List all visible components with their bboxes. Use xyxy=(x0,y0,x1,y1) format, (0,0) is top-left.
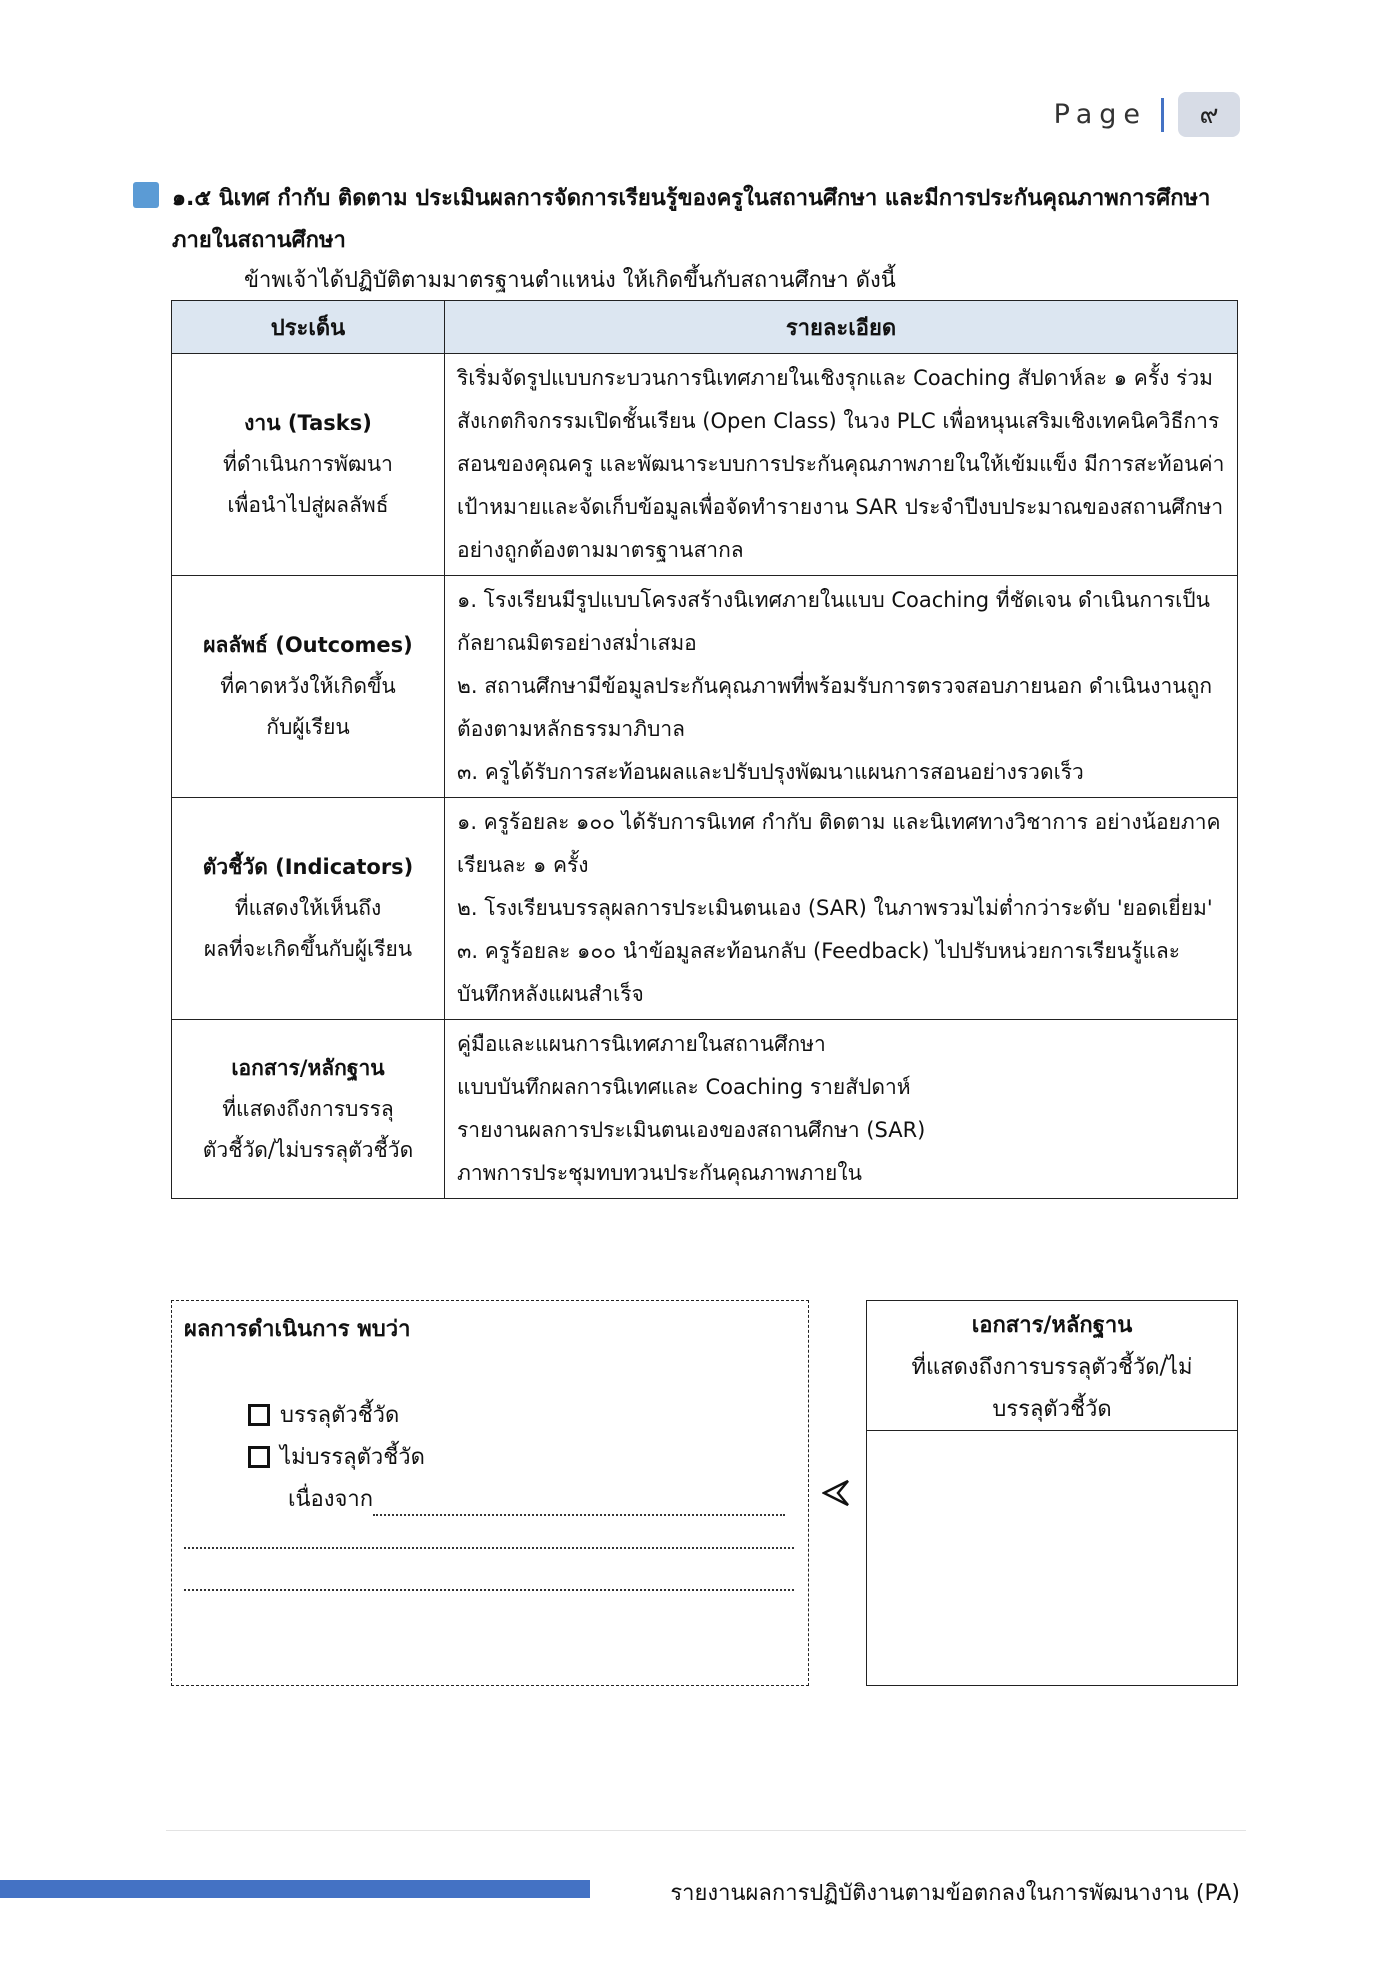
detail-text: คู่มือและแผนการนิเทศภายในสถานศึกษา xyxy=(457,1032,826,1056)
section-bullet-icon xyxy=(133,182,159,208)
row-topic: ตัวชี้วัด (Indicators) xyxy=(202,855,414,879)
detail-text: แบบบันทึกผลการนิเทศและ Coaching รายสัปดาห์ xyxy=(457,1075,911,1099)
detail-text: ภาพการประชุมทบทวนประกันคุณภาพภายใน xyxy=(457,1161,862,1185)
header-topic: ประเด็น xyxy=(172,301,445,354)
row-topic: เอกสาร/หลักฐาน xyxy=(231,1055,385,1080)
row-subtext: ผลที่จะเกิดขึ้นกับผู้เรียน xyxy=(203,937,413,961)
footer-text: รายงานผลการปฏิบัติงานตามข้อตกลงในการพัฒนางาน (PA) xyxy=(670,1881,1240,1906)
detail-text: ๑. ครูร้อยละ ๑๐๐ ได้รับการนิเทศ กำกับ ติดตาม และนิเทศทางวิชาการ อย่างน้อยภาคเรียนละ ๑ ครั้ง xyxy=(457,810,1221,877)
row-topic-cell xyxy=(172,798,445,1020)
standards-table xyxy=(171,300,1238,1199)
row-topic-cell xyxy=(172,1020,445,1199)
detail-text: ๑. โรงเรียนมีรูปแบบโครงสร้างนิเทศภายในแบบ Coaching ที่ชัดเจน ดำเนินการเป็นกัลยาณมิตรอย่างสม่ำเสมอ xyxy=(457,588,1210,655)
header-detail: รายละเอียด xyxy=(445,301,1238,354)
row-topic-cell xyxy=(172,576,445,798)
reason-fill-line[interactable] xyxy=(184,1589,794,1591)
row-subtext: ตัวชี้วัด/ไม่บรรลุตัวชี้วัด xyxy=(202,1137,414,1162)
option-achieved[interactable] xyxy=(248,1397,399,1432)
row-detail-cell xyxy=(445,354,1238,576)
row-topic: งาน (Tasks) xyxy=(244,411,372,435)
detail-text: ๓. ครูร้อยละ ๑๐๐ นำข้อมูลสะท้อนกลับ (Feedback) ไปปรับหน่วยการเรียนรู้และบันทึกหลังแผนสำเร็จ xyxy=(457,939,1181,1006)
page-divider xyxy=(1161,98,1164,132)
option-achieved-label: บรรลุตัวชี้วัด xyxy=(280,1403,400,1428)
evidence-subtitle: บรรลุตัวชี้วัด xyxy=(992,1397,1112,1422)
footer-accent-bar xyxy=(0,1880,590,1898)
table-row xyxy=(172,576,1238,798)
detail-text: ๒. โรงเรียนบรรลุผลการประเมินตนเอง (SAR) ในภาพรวมไม่ต่ำกว่าระดับ 'ยอดเยี่ยม' xyxy=(457,896,1213,920)
page-header xyxy=(1054,92,1240,137)
evidence-subtitle: ที่แสดงถึงการบรรลุตัวชี้วัด/ไม่ xyxy=(911,1355,1193,1380)
evidence-header xyxy=(867,1301,1237,1431)
row-detail-cell xyxy=(445,576,1238,798)
result-box xyxy=(171,1300,809,1686)
page-label: Page xyxy=(1053,99,1147,130)
footer-divider xyxy=(166,1830,1246,1831)
result-title: ผลการดำเนินการ พบว่า xyxy=(184,1317,411,1342)
arrow-left-glyph xyxy=(822,1478,850,1508)
option-not-achieved[interactable] xyxy=(248,1439,425,1474)
option-not-achieved-label: ไม่บรรลุตัวชี้วัด xyxy=(280,1445,425,1470)
detail-text: ริเริ่มจัดรูปแบบกระบวนการนิเทศภายในเชิงรุกและ Coaching สัปดาห์ละ ๑ ครั้ง ร่วมสังเกตกิจกรรมเปิดชั้นเรียน (Open Class) ในวง PLC เพื่อหนุนเสริมเชิงเทคนิควิธีการสอนของคุณครู และพัฒนาระบบการประกันคุณภาพภายในให้เข้มแข็ง มีการสะท้อนค่าเป้าหมายและจัดเก็บข้อมูลเพื่อจัดทำรายงาน SAR ประจำปีงบประมาณของสถานศึกษาอย่างถูกต้องตามมาตรฐานสากล xyxy=(457,366,1225,562)
reason-fill-line[interactable] xyxy=(184,1547,794,1549)
checkbox-achieved[interactable] xyxy=(248,1404,270,1426)
because-label: เนื่องจาก xyxy=(288,1487,374,1512)
detail-text: ๓. ครูได้รับการสะท้อนผลและปรับปรุงพัฒนาแผนการสอนอย่างรวดเร็ว xyxy=(457,760,1084,784)
detail-text: ๒. สถานศึกษามีข้อมูลประกันคุณภาพที่พร้อมรับการตรวจสอบภายนอก ดำเนินงานถูกต้องตามหลักธรรมาภิบาล xyxy=(457,674,1213,741)
row-subtext: ที่คาดหวังให้เกิดขึ้น xyxy=(220,674,396,698)
checkbox-not-achieved[interactable] xyxy=(248,1446,270,1468)
row-detail-cell xyxy=(445,798,1238,1020)
detail-text: รายงานผลการประเมินตนเองของสถานศึกษา (SAR) xyxy=(457,1118,926,1142)
row-topic: ผลลัพธ์ (Outcomes) xyxy=(203,633,413,657)
table-row xyxy=(172,798,1238,1020)
table-row xyxy=(172,1020,1238,1199)
row-subtext: กับผู้เรียน xyxy=(266,715,350,739)
table-header-row xyxy=(172,301,1238,354)
reason-fill-line[interactable] xyxy=(373,1490,785,1516)
page-number-badge: ๙ xyxy=(1178,92,1240,137)
evidence-box xyxy=(866,1300,1238,1686)
row-detail-cell xyxy=(445,1020,1238,1199)
arrow-left-icon xyxy=(822,1478,850,1516)
row-subtext: ที่แสดงให้เห็นถึง xyxy=(234,896,382,920)
row-subtext: ที่แสดงถึงการบรรลุ xyxy=(222,1096,394,1121)
evidence-content-area[interactable] xyxy=(867,1431,1237,1685)
reason-line xyxy=(288,1481,785,1516)
intro-text: ข้าพเจ้าได้ปฏิบัติตามมาตรฐานตำแหน่ง ให้เกิดขึ้นกับสถานศึกษา ดังนี้ xyxy=(244,268,896,293)
row-subtext: ที่ดำเนินการพัฒนา xyxy=(223,452,393,476)
section-heading: ๑.๕ นิเทศ กำกับ ติดตาม ประเมินผลการจัดการเรียนรู้ของครูในสถานศึกษา และมีการประกันคุณภาพการศึกษาภายในสถานศึกษา xyxy=(172,186,1211,253)
table-row xyxy=(172,354,1238,576)
row-topic-cell xyxy=(172,354,445,576)
row-subtext: เพื่อนำไปสู่ผลลัพธ์ xyxy=(227,493,389,517)
evidence-title: เอกสาร/หลักฐาน xyxy=(971,1313,1133,1338)
